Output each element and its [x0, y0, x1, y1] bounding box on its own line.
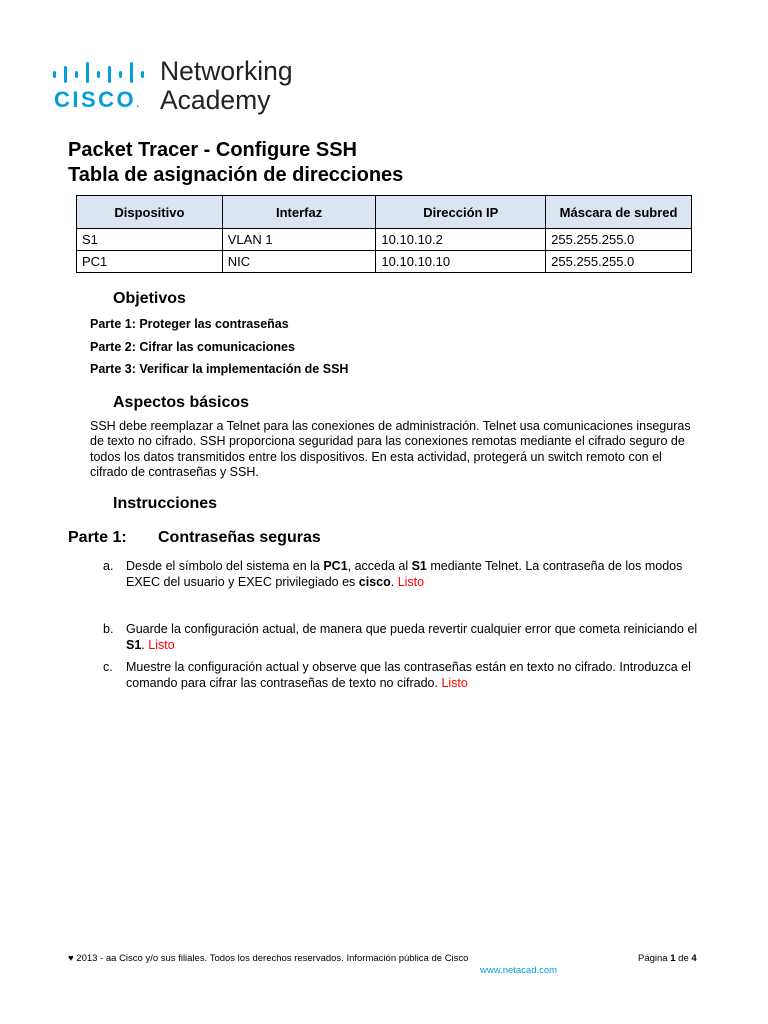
background-heading: Aspectos básicos	[113, 394, 250, 411]
cell-device: PC1	[77, 251, 223, 273]
cisco-bars-icon	[52, 62, 148, 84]
footer-page-number: Página 1 de 4	[638, 953, 697, 964]
objective-item: Parte 1: Proteger las contraseñas	[90, 317, 289, 331]
step-text: Desde el símbolo del sistema en la PC1, acceda al S1 mediante Telnet. La contraseña de los modos EXEC del usuario y EXEC privilegiado es cisco. Listo	[126, 559, 683, 589]
page-title	[68, 138, 403, 188]
title-line1: Packet Tracer - Configure SSH	[68, 139, 357, 161]
part1-title: Contraseñas seguras	[158, 529, 321, 546]
cell-ip: 10.10.10.2	[376, 229, 546, 251]
footer-url-link[interactable]: www.netacad.com	[480, 965, 558, 976]
objective-item: Parte 2: Cifrar las comunicaciones	[90, 340, 295, 354]
cell-interface: VLAN 1	[222, 229, 376, 251]
logo-academy: Academy	[160, 85, 271, 115]
col-header-device: Dispositivo	[77, 196, 223, 229]
col-header-mask: Máscara de subred	[546, 196, 692, 229]
cisco-wordmark: CISCO.	[54, 87, 142, 112]
status-done: Listo	[148, 638, 175, 652]
background-paragraph: SSH debe reemplazar a Telnet para las conexiones de administración. Telnet usa comunicaciones inseguras de texto no cifrado. SSH proporciona seguridad para las conexiones remotas mediante el cifrado seguro de todos los datos transmitidos entre los dispositivos. En esta actividad, protegerá un switch remoto con el cifrado de contraseñas y SSH.	[90, 419, 691, 479]
cell-mask: 255.255.255.0	[546, 229, 692, 251]
title-line2: Tabla de asignación de direcciones	[68, 164, 404, 186]
status-done: Listo	[441, 676, 468, 690]
cell-device: S1	[77, 229, 223, 251]
step-b	[103, 621, 703, 653]
step-c	[103, 659, 703, 691]
table-row	[77, 229, 692, 251]
objective-item: Parte 3: Verificar la implementación de SSH	[90, 362, 349, 376]
step-letter: b.	[103, 622, 114, 636]
table-header-row	[77, 196, 692, 229]
objectives-heading: Objetivos	[113, 290, 186, 307]
part1-number: Parte 1:	[68, 529, 127, 546]
col-header-ip: Dirección IP	[376, 196, 546, 229]
cell-mask: 255.255.255.0	[546, 251, 692, 273]
networking-academy-logo	[52, 58, 312, 120]
address-table	[76, 195, 692, 273]
step-text: Guarde la configuración actual, de manera que pueda revertir cualquier error que cometa reiniciando el S1. Listo	[126, 622, 698, 652]
instructions-heading: Instrucciones	[113, 495, 218, 512]
status-done: Listo	[397, 575, 425, 589]
cell-ip: 10.10.10.10	[376, 251, 546, 273]
col-header-interface: Interfaz	[222, 196, 376, 229]
step-text: Muestre la configuración actual y observe que las contraseñas están en texto no cifrado. Introduzca el comando para cifrar las contraseñas de texto no cifrado. Listo	[126, 660, 691, 690]
footer-copyright: ♥ 2013 - aa Cisco y/o sus filiales. Todos los derechos reservados. Información pública de Cisco	[68, 953, 469, 964]
cell-interface: NIC	[222, 251, 376, 273]
step-letter: a.	[103, 559, 114, 573]
table-row	[77, 251, 692, 273]
step-letter: c.	[103, 660, 113, 674]
logo-networking: Networking	[160, 56, 293, 86]
part1-heading	[68, 529, 321, 547]
step-a	[103, 558, 703, 590]
